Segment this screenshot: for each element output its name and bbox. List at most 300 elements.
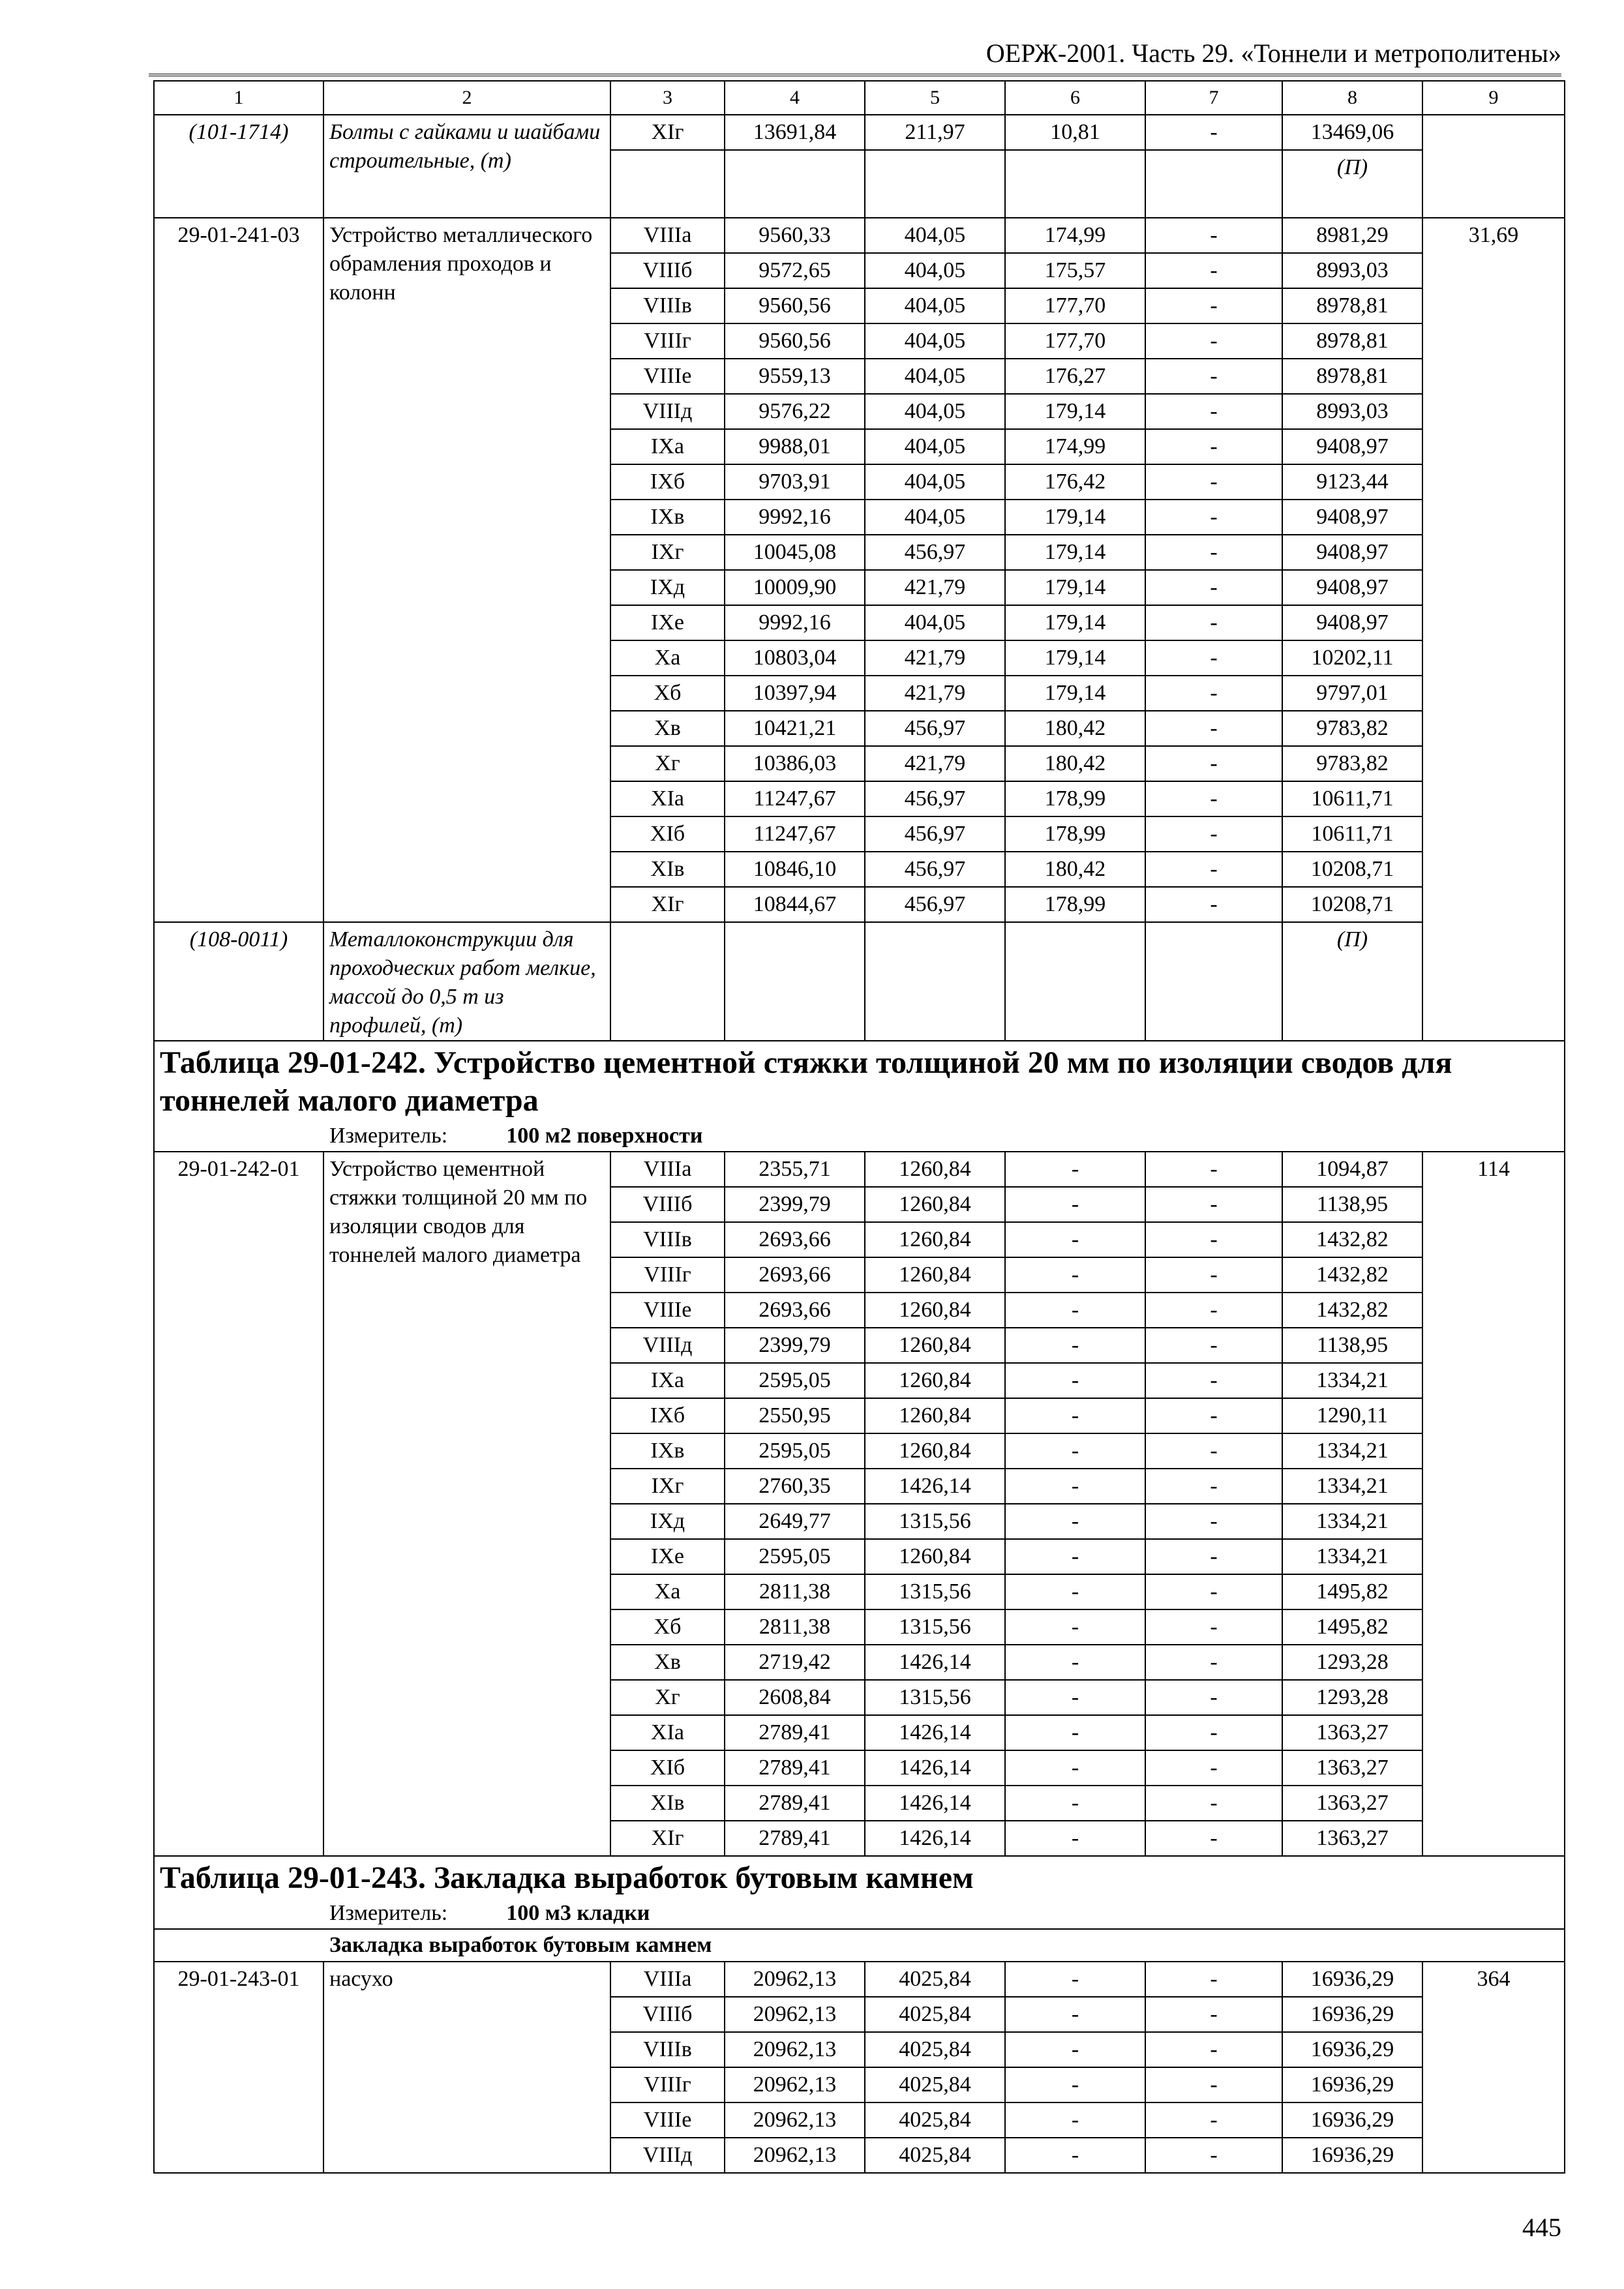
machines-cell: - — [1005, 1962, 1145, 1997]
machinist-wages-cell: - — [1145, 1997, 1282, 2032]
machines-cell: - — [1005, 2067, 1145, 2102]
direct-cost-cell: 2760,35 — [725, 1469, 865, 1504]
machinist-wages-cell: - — [1145, 2067, 1282, 2102]
machinist-wages-cell: - — [1145, 1328, 1282, 1363]
machines-cell: 177,70 — [1005, 288, 1145, 323]
zone-cell: VIIIв — [610, 1222, 725, 1257]
zone-cell: VIIIб — [610, 1997, 725, 2032]
table-row — [154, 1962, 1565, 1997]
machinist-wages-cell: - — [1145, 1609, 1282, 1645]
zone-cell: IXд — [610, 570, 725, 605]
column-number: 6 — [1005, 81, 1145, 115]
materials-cell: 9783,82 — [1282, 711, 1422, 746]
machinist-wages-cell: - — [1145, 288, 1282, 323]
machines-cell: - — [1005, 2102, 1145, 2138]
zone-cell: Xг — [610, 1680, 725, 1715]
machinist-wages-cell: - — [1145, 2138, 1282, 2173]
zone-cell: VIIIд — [610, 1328, 725, 1363]
wages-cell: 4025,84 — [865, 2032, 1005, 2067]
wages-cell: 4025,84 — [865, 2102, 1005, 2138]
machinist-wages-cell: - — [1145, 1539, 1282, 1574]
unit-row — [154, 1898, 1565, 1929]
machinist-wages-cell: - — [1145, 253, 1282, 288]
wages-cell: 1260,84 — [865, 1433, 1005, 1469]
resource-code: (101-1714) — [154, 115, 323, 218]
direct-cost-cell: 2399,79 — [725, 1328, 865, 1363]
table-title: Таблица 29-01-242. Устройство цементной стяжки толщиной 20 мм по изоляции сводов для тоннелей малого диаметра — [154, 1041, 1565, 1121]
wages-cell: 1426,14 — [865, 1786, 1005, 1821]
empty-cell — [1005, 922, 1145, 1041]
labor-cell: 364 — [1422, 1962, 1565, 2173]
machinist-wages-cell: - — [1145, 781, 1282, 816]
zone-cell: Xб — [610, 1609, 725, 1645]
machines-cell: - — [1005, 1997, 1145, 2032]
machines-cell: - — [1005, 1398, 1145, 1433]
empty-cell — [610, 150, 725, 218]
direct-cost-cell: 2595,05 — [725, 1433, 865, 1469]
unit-row — [154, 1121, 1565, 1152]
zone-cell: IXг — [610, 535, 725, 570]
header-rule — [149, 74, 1561, 76]
materials-cell: 13469,06 — [1282, 115, 1422, 150]
direct-cost-cell: 9992,16 — [725, 605, 865, 640]
materials-cell: 9408,97 — [1282, 535, 1422, 570]
wages-cell: 4025,84 — [865, 1962, 1005, 1997]
wages-cell: 1426,14 — [865, 1750, 1005, 1786]
direct-cost-cell: 20962,13 — [725, 2102, 865, 2138]
resource-code: (108-0011) — [154, 922, 323, 1041]
machines-cell: - — [1005, 1786, 1145, 1821]
machines-cell: 175,57 — [1005, 253, 1145, 288]
resource-name: Болты с гайками и шайбами строительные, (т) — [323, 115, 610, 218]
materials-cell: 1432,82 — [1282, 1293, 1422, 1328]
machinist-wages-cell: - — [1145, 1574, 1282, 1609]
column-number: 3 — [610, 81, 725, 115]
materials-cell: 1334,21 — [1282, 1363, 1422, 1398]
wages-cell: 4025,84 — [865, 2138, 1005, 2173]
rates-table — [153, 80, 1565, 2174]
empty-cell — [1005, 150, 1145, 218]
empty-cell — [725, 150, 865, 218]
zone-cell: VIIIд — [610, 394, 725, 429]
materials-cell: 1432,82 — [1282, 1257, 1422, 1293]
machinist-wages-cell: - — [1145, 2102, 1282, 2138]
direct-cost-cell: 9992,16 — [725, 500, 865, 535]
zone-cell: IXа — [610, 1363, 725, 1398]
materials-cell: 16936,29 — [1282, 2102, 1422, 2138]
machines-cell: - — [1005, 1715, 1145, 1750]
machines-cell: - — [1005, 1152, 1145, 1187]
column-number: 4 — [725, 81, 865, 115]
zone-cell: VIIIе — [610, 359, 725, 394]
machinist-wages-cell: - — [1145, 1152, 1282, 1187]
zone-cell: IXв — [610, 500, 725, 535]
zone-cell: IXб — [610, 1398, 725, 1433]
direct-cost-cell: 2811,38 — [725, 1574, 865, 1609]
table-title: Таблица 29-01-243. Закладка выработок бутовым камнем — [154, 1856, 1565, 1898]
wages-cell: 456,97 — [865, 852, 1005, 887]
wages-cell: 404,05 — [865, 218, 1005, 253]
unit-value: 100 м2 поверхности — [506, 1124, 703, 1148]
direct-cost-cell: 9560,33 — [725, 218, 865, 253]
materials-cell: 9797,01 — [1282, 676, 1422, 711]
direct-cost-cell: 13691,84 — [725, 115, 865, 150]
table-row — [154, 922, 1565, 1041]
machinist-wages-cell: - — [1145, 605, 1282, 640]
materials-cell: 1094,87 — [1282, 1152, 1422, 1187]
zone-cell: Xв — [610, 1645, 725, 1680]
materials-cell: 10202,11 — [1282, 640, 1422, 676]
machines-cell: 180,42 — [1005, 746, 1145, 781]
machinist-wages-cell: - — [1145, 1222, 1282, 1257]
machinist-wages-cell: - — [1145, 218, 1282, 253]
materials-cell: 10611,71 — [1282, 781, 1422, 816]
zone-cell: VIIIа — [610, 1962, 725, 1997]
machines-cell: 178,99 — [1005, 781, 1145, 816]
zone-cell: XIб — [610, 816, 725, 852]
machines-cell: 179,14 — [1005, 640, 1145, 676]
machines-cell: - — [1005, 1257, 1145, 1293]
direct-cost-cell: 2355,71 — [725, 1152, 865, 1187]
zone-cell: IXе — [610, 605, 725, 640]
machinist-wages-cell: - — [1145, 1821, 1282, 1856]
machinist-wages-cell: - — [1145, 1363, 1282, 1398]
wages-cell: 404,05 — [865, 394, 1005, 429]
direct-cost-cell: 10397,94 — [725, 676, 865, 711]
materials-cell: 16936,29 — [1282, 1962, 1422, 1997]
machines-cell: 174,99 — [1005, 218, 1145, 253]
zone-cell: Xв — [610, 711, 725, 746]
unit-row-cell — [154, 1898, 1565, 1929]
direct-cost-cell: 9572,65 — [725, 253, 865, 288]
wages-cell: 1426,14 — [865, 1645, 1005, 1680]
materials-cell: 8993,03 — [1282, 394, 1422, 429]
direct-cost-cell: 2595,05 — [725, 1363, 865, 1398]
empty-cell — [610, 922, 725, 1041]
wages-cell: 1260,84 — [865, 1398, 1005, 1433]
machinist-wages-cell: - — [1145, 323, 1282, 359]
materials-cell: 1495,82 — [1282, 1609, 1422, 1645]
machinist-wages-cell: - — [1145, 1786, 1282, 1821]
direct-cost-cell: 2789,41 — [725, 1715, 865, 1750]
direct-cost-cell: 2789,41 — [725, 1786, 865, 1821]
wages-cell: 1315,56 — [865, 1609, 1005, 1645]
direct-cost-cell: 2789,41 — [725, 1750, 865, 1786]
unit-value: 100 м3 кладки — [506, 1901, 650, 1925]
direct-cost-cell: 2693,66 — [725, 1222, 865, 1257]
rate-code: 29-01-241-03 — [154, 218, 323, 922]
zone-cell: XIа — [610, 781, 725, 816]
direct-cost-cell: 10009,90 — [725, 570, 865, 605]
wages-cell: 456,97 — [865, 781, 1005, 816]
direct-cost-cell: 20962,13 — [725, 1962, 865, 1997]
machines-cell: - — [1005, 1328, 1145, 1363]
zone-cell: XIв — [610, 1786, 725, 1821]
zone-cell: IXб — [610, 464, 725, 500]
machinist-wages-cell: - — [1145, 1187, 1282, 1222]
machinist-wages-cell: - — [1145, 1398, 1282, 1433]
wages-cell: 1260,84 — [865, 1293, 1005, 1328]
wages-cell: 404,05 — [865, 288, 1005, 323]
wages-cell: 1260,84 — [865, 1328, 1005, 1363]
machinist-wages-cell: - — [1145, 711, 1282, 746]
direct-cost-cell: 20962,13 — [725, 1997, 865, 2032]
labor-cell: 31,69 — [1422, 218, 1565, 1041]
wages-cell: 404,05 — [865, 464, 1005, 500]
direct-cost-cell: 9560,56 — [725, 288, 865, 323]
direct-cost-cell: 10846,10 — [725, 852, 865, 887]
wages-cell: 404,05 — [865, 253, 1005, 288]
wages-cell: 456,97 — [865, 711, 1005, 746]
column-number: 9 — [1422, 81, 1565, 115]
empty-cell — [865, 922, 1005, 1041]
unit-row-cell — [154, 1121, 1565, 1152]
direct-cost-cell: 10421,21 — [725, 711, 865, 746]
machines-cell: - — [1005, 1539, 1145, 1574]
materials-cell: 1432,82 — [1282, 1222, 1422, 1257]
subheading: Закладка выработок бутовым камнем — [154, 1929, 1565, 1962]
materials-cell: 8978,81 — [1282, 323, 1422, 359]
zone-cell: VIIIв — [610, 2032, 725, 2067]
direct-cost-cell: 9988,01 — [725, 429, 865, 464]
zone-cell: VIIIе — [610, 1293, 725, 1328]
wages-cell: 1426,14 — [865, 1821, 1005, 1856]
machines-cell: - — [1005, 1821, 1145, 1856]
machines-cell: - — [1005, 1469, 1145, 1504]
machinist-wages-cell: - — [1145, 816, 1282, 852]
machines-cell: 177,70 — [1005, 323, 1145, 359]
rate-code: 29-01-242-01 — [154, 1152, 323, 1856]
materials-cell: 9408,97 — [1282, 605, 1422, 640]
materials-cell: 1334,21 — [1282, 1539, 1422, 1574]
materials-cell: 9408,97 — [1282, 429, 1422, 464]
page-number: 445 — [1522, 2213, 1561, 2242]
wages-cell: 1315,56 — [865, 1504, 1005, 1539]
materials-cell: 1363,27 — [1282, 1821, 1422, 1856]
zone-cell: VIIIд — [610, 2138, 725, 2173]
zone-cell: Xа — [610, 1574, 725, 1609]
direct-cost-cell: 10803,04 — [725, 640, 865, 676]
machinist-wages-cell: - — [1145, 429, 1282, 464]
materials-cell: 8978,81 — [1282, 359, 1422, 394]
materials-cell: 1334,21 — [1282, 1469, 1422, 1504]
direct-cost-cell: 10386,03 — [725, 746, 865, 781]
machinist-wages-cell: - — [1145, 640, 1282, 676]
materials-cell: 16936,29 — [1282, 1997, 1422, 2032]
machines-cell: 179,14 — [1005, 535, 1145, 570]
zone-cell: XIа — [610, 1715, 725, 1750]
machinist-wages-cell: - — [1145, 887, 1282, 922]
machinist-wages-cell: - — [1145, 1504, 1282, 1539]
zone-cell: XIг — [610, 115, 725, 150]
machines-cell: - — [1005, 1433, 1145, 1469]
zone-cell: VIIIа — [610, 218, 725, 253]
zone-cell: XIб — [610, 1750, 725, 1786]
machines-cell: 174,99 — [1005, 429, 1145, 464]
machinist-wages-cell: - — [1145, 676, 1282, 711]
wages-cell: 4025,84 — [865, 2067, 1005, 2102]
rate-description: Устройство цементной стяжки толщиной 20 мм по изоляции сводов для тоннелей малого диаметра — [323, 1152, 610, 1856]
zone-cell: VIIIг — [610, 323, 725, 359]
machinist-wages-cell: - — [1145, 115, 1282, 150]
materials-cell: 8981,29 — [1282, 218, 1422, 253]
machinist-wages-cell: - — [1145, 1680, 1282, 1715]
wages-cell: 1315,56 — [865, 1574, 1005, 1609]
wages-cell: 1260,84 — [865, 1187, 1005, 1222]
labor-cell — [1422, 115, 1565, 218]
machinist-wages-cell: - — [1145, 1645, 1282, 1680]
wages-cell: 1260,84 — [865, 1152, 1005, 1187]
wages-cell: 404,05 — [865, 359, 1005, 394]
zone-cell: XIг — [610, 1821, 725, 1856]
column-number: 5 — [865, 81, 1005, 115]
wages-cell: 1426,14 — [865, 1715, 1005, 1750]
unit-label: Измеритель: — [329, 1124, 448, 1148]
materials-cell: 1334,21 — [1282, 1504, 1422, 1539]
wages-cell: 211,97 — [865, 115, 1005, 150]
zone-cell: IXд — [610, 1504, 725, 1539]
materials-cell: 1495,82 — [1282, 1574, 1422, 1609]
machinist-wages-cell: - — [1145, 2032, 1282, 2067]
wages-cell: 421,79 — [865, 676, 1005, 711]
resource-name: Металлоконструкции для проходческих работ мелкие, массой до 0,5 т из профилей, (т) — [323, 922, 610, 1041]
table-row — [154, 218, 1565, 253]
materials-cell: 1293,28 — [1282, 1680, 1422, 1715]
direct-cost-cell: 11247,67 — [725, 781, 865, 816]
zone-cell: VIIIв — [610, 288, 725, 323]
wages-cell: 404,05 — [865, 500, 1005, 535]
machines-cell: - — [1005, 2032, 1145, 2067]
labor-cell: 114 — [1422, 1152, 1565, 1856]
wages-cell: 404,05 — [865, 323, 1005, 359]
direct-cost-cell: 10045,08 — [725, 535, 865, 570]
page-header: ОЕРЖ-2001. Часть 29. «Тоннели и метрополитены» — [985, 38, 1561, 68]
wages-cell: 421,79 — [865, 570, 1005, 605]
rate-description: насухо — [323, 1962, 610, 2173]
machinist-wages-cell: - — [1145, 746, 1282, 781]
materials-cell: 9783,82 — [1282, 746, 1422, 781]
wages-cell: 421,79 — [865, 640, 1005, 676]
machinist-wages-cell: - — [1145, 1469, 1282, 1504]
machines-cell: 179,14 — [1005, 570, 1145, 605]
zone-cell: VIIIа — [610, 1152, 725, 1187]
direct-cost-cell: 2550,95 — [725, 1398, 865, 1433]
machines-cell: 176,42 — [1005, 464, 1145, 500]
materials-cell: 1293,28 — [1282, 1645, 1422, 1680]
materials-cell: 8993,03 — [1282, 253, 1422, 288]
direct-cost-cell: 2693,66 — [725, 1257, 865, 1293]
wages-cell: 404,05 — [865, 429, 1005, 464]
materials-cell: 16936,29 — [1282, 2067, 1422, 2102]
zone-cell: IXг — [610, 1469, 725, 1504]
materials-cell: 9123,44 — [1282, 464, 1422, 500]
machines-cell: - — [1005, 1680, 1145, 1715]
column-number: 7 — [1145, 81, 1282, 115]
materials-cell: 9408,97 — [1282, 500, 1422, 535]
materials-cell: 1363,27 — [1282, 1715, 1422, 1750]
machinist-wages-cell: - — [1145, 1433, 1282, 1469]
machines-cell: 180,42 — [1005, 852, 1145, 887]
zone-cell: Xа — [610, 640, 725, 676]
direct-cost-cell: 2595,05 — [725, 1539, 865, 1574]
materials-cell: 8978,81 — [1282, 288, 1422, 323]
materials-cell: 10208,71 — [1282, 887, 1422, 922]
machines-cell: 180,42 — [1005, 711, 1145, 746]
zone-cell: XIв — [610, 852, 725, 887]
column-number: 2 — [323, 81, 610, 115]
table-row — [154, 1152, 1565, 1187]
resource-flag: (П) — [1282, 150, 1422, 218]
wages-cell: 421,79 — [865, 746, 1005, 781]
direct-cost-cell: 9576,22 — [725, 394, 865, 429]
materials-cell: 1138,95 — [1282, 1328, 1422, 1363]
zone-cell: VIIIб — [610, 1187, 725, 1222]
direct-cost-cell: 20962,13 — [725, 2067, 865, 2102]
materials-cell: 9408,97 — [1282, 570, 1422, 605]
direct-cost-cell: 9703,91 — [725, 464, 865, 500]
wages-cell: 456,97 — [865, 816, 1005, 852]
zone-cell: IXа — [610, 429, 725, 464]
zone-cell: XIг — [610, 887, 725, 922]
direct-cost-cell: 9559,13 — [725, 359, 865, 394]
direct-cost-cell: 20962,13 — [725, 2138, 865, 2173]
machinist-wages-cell: - — [1145, 1293, 1282, 1328]
materials-cell: 1334,21 — [1282, 1433, 1422, 1469]
subheading-row — [154, 1929, 1565, 1962]
machines-cell: 179,14 — [1005, 394, 1145, 429]
materials-cell: 16936,29 — [1282, 2032, 1422, 2067]
machinist-wages-cell: - — [1145, 535, 1282, 570]
machines-cell: 178,99 — [1005, 816, 1145, 852]
direct-cost-cell: 20962,13 — [725, 2032, 865, 2067]
table-title-row — [154, 1041, 1565, 1121]
machinist-wages-cell: - — [1145, 1715, 1282, 1750]
empty-cell — [1145, 922, 1282, 1041]
direct-cost-cell: 2693,66 — [725, 1293, 865, 1328]
empty-cell — [1145, 150, 1282, 218]
rate-code: 29-01-243-01 — [154, 1962, 323, 2173]
materials-cell: 10208,71 — [1282, 852, 1422, 887]
wages-cell: 1426,14 — [865, 1469, 1005, 1504]
machines-cell: 179,14 — [1005, 676, 1145, 711]
wages-cell: 1260,84 — [865, 1257, 1005, 1293]
materials-cell: 10611,71 — [1282, 816, 1422, 852]
wages-cell: 404,05 — [865, 605, 1005, 640]
zone-cell: IXв — [610, 1433, 725, 1469]
table-row — [154, 115, 1565, 150]
materials-cell: 1138,95 — [1282, 1187, 1422, 1222]
materials-cell: 16936,29 — [1282, 2138, 1422, 2173]
zone-cell: VIIIг — [610, 1257, 725, 1293]
resource-flag: (П) — [1282, 922, 1422, 1041]
column-number: 1 — [154, 81, 323, 115]
materials-cell: 1363,27 — [1282, 1750, 1422, 1786]
machinist-wages-cell: - — [1145, 500, 1282, 535]
machines-cell: - — [1005, 1750, 1145, 1786]
column-numbers-row — [154, 81, 1565, 115]
machines-cell: - — [1005, 1363, 1145, 1398]
materials-cell: 1363,27 — [1282, 1786, 1422, 1821]
machinist-wages-cell: - — [1145, 1750, 1282, 1786]
machines-cell: - — [1005, 1293, 1145, 1328]
direct-cost-cell: 2719,42 — [725, 1645, 865, 1680]
machines-cell: - — [1005, 1504, 1145, 1539]
zone-cell: VIIIг — [610, 2067, 725, 2102]
direct-cost-cell: 2789,41 — [725, 1821, 865, 1856]
machinist-wages-cell: - — [1145, 1962, 1282, 1997]
zone-cell: Xг — [610, 746, 725, 781]
zone-cell: IXе — [610, 1539, 725, 1574]
